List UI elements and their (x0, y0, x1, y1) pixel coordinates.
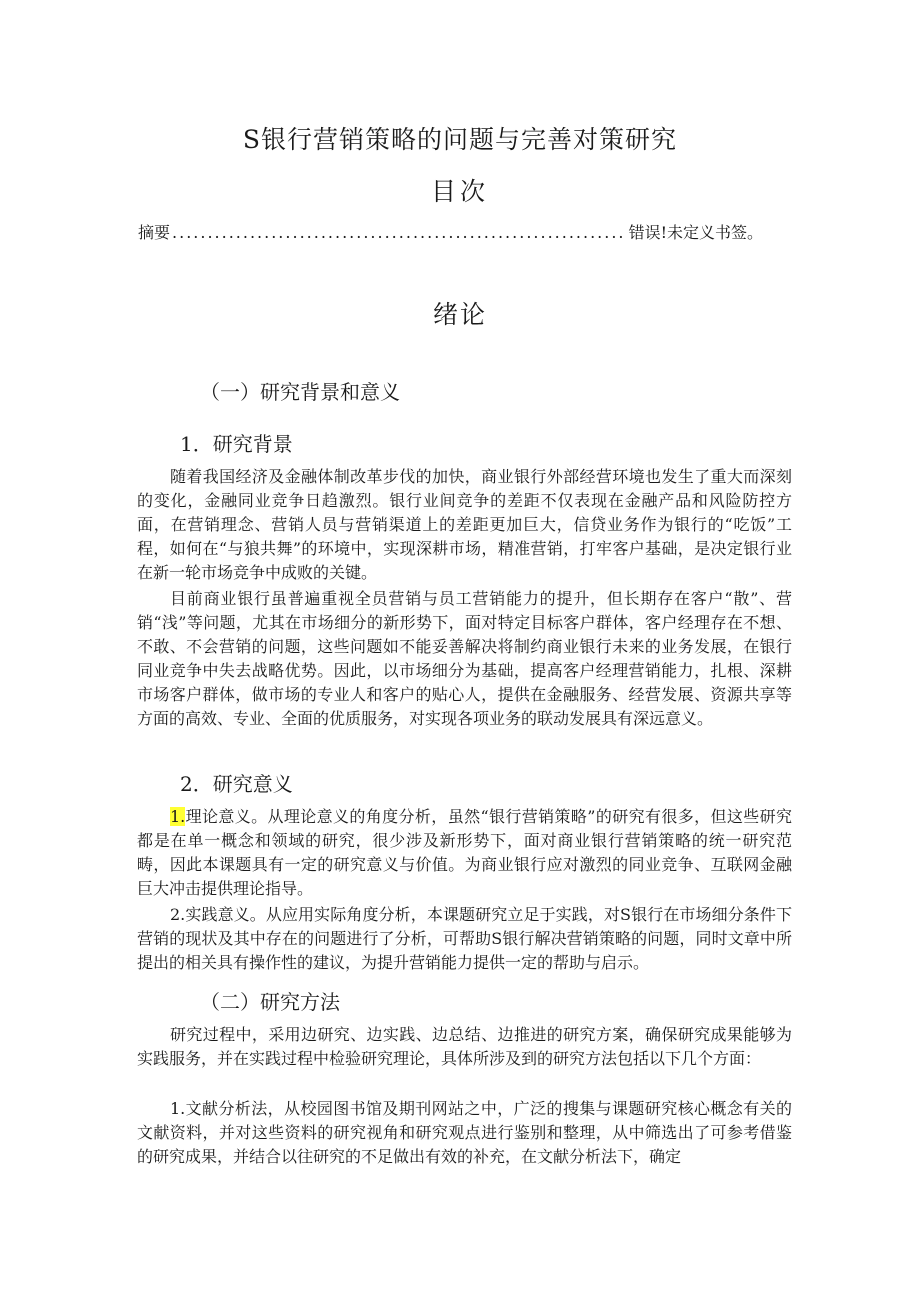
paragraph-theoretical-significance (137, 805, 792, 901)
paragraph-background-2: 目前商业银行虽普遍重视全员营销与员工营销能力的提升，但长期存在客户“散”、营销“浅”等问题，尤其在市场细分的新形势下，面对特定目标客户群体，客户经理存在不想、不敢、不会营销的问题，这些问题如不能妥善解决将制约商业银行未来的业务发展，在银行同业竞争中失去战略优势。因此，以市场细分为基础，提高客户经理营销能力，扎根、深耕市场客户群体，做市场的专业人和客户的贴心人，提供在金融服务、经营发展、资源共享等方面的高效、专业、全面的优质服务，对实现各项业务的联动发展具有深远意义。 (137, 589, 792, 728)
subsection-heading-significance: 2．研究意义 (180, 772, 293, 796)
chapter-title: 绪论 (432, 300, 487, 329)
paragraph-literature-method: 1.文献分析法，从校园图书馆及期刊网站之中，广泛的搜集与课题研究核心概念有关的文献资料，并对这些资料的研究视角和研究观点进行鉴别和整理，从中筛选出了可参考借鉴的研究成果，并结合以往研究的不足做出有效的补充，在文献分析法下，确定 (137, 1099, 792, 1166)
paragraph-practical-significance: 2.实践意义。从应用实际角度分析，本课题研究立足于实践，对S银行在市场细分条件下营销的现状及其中存在的问题进行了分析，可帮助S银行解决营销策略的问题，同时文章中所提出的相关具有操作性的建议，为提升营销能力提供一定的帮助与启示。 (137, 905, 792, 972)
toc-entry[interactable] (138, 220, 763, 243)
toc-heading: 目次 (430, 177, 489, 206)
toc-entry-reference: 错误!未定义书签。 (628, 223, 763, 242)
paragraph-background-1: 随着我国经济及金融体制改革步伐的加快，商业银行外部经营环境也发生了重大而深刻的变化，金融同业竞争日趋激烈。银行业间竞争的差距不仅表现在金融产品和风险防控方面，在营销理念、营销人员与营销渠道上的差距更加巨大，信贷业务作为银行的“吃饭”工程，如何在“与狼共舞”的环境中，实现深耕市场，精准营销，打牢客户基础，是决定银行业在新一轮市场竞争中成败的关键。 (137, 467, 792, 582)
toc-dot-leader (172, 223, 627, 242)
section-heading-methods: （二）研究方法 (200, 990, 340, 1014)
highlighted-list-marker: 1. (170, 807, 186, 826)
paragraph-methods-intro: 研究过程中，采用边研究、边实践、边总结、边推进的研究方案，确保研究成果能够为实践服务，并在实践过程中检验研究理论，具体所涉及到的研究方法包括以下几个方面： (137, 1025, 792, 1068)
subsection-heading-background: 1．研究背景 (180, 432, 293, 456)
document-title: S银行营销策略的问题与完善对策研究 (242, 125, 678, 154)
paragraph-theoretical-text: 理论意义。从理论意义的角度分析，虽然“银行营销策略”的研究有很多，但这些研究都是在单一概念和领域的研究，很少涉及新形势下，面对商业银行营销策略的统一研究范畴，因此本课题具有一定的研究意义与价值。为商业银行应对激烈的同业竞争、互联网金融巨大冲击提供理论指导。 (137, 807, 792, 898)
toc-entry-label: 摘要 (138, 223, 171, 242)
section-heading-background: （一）研究背景和意义 (200, 380, 400, 404)
